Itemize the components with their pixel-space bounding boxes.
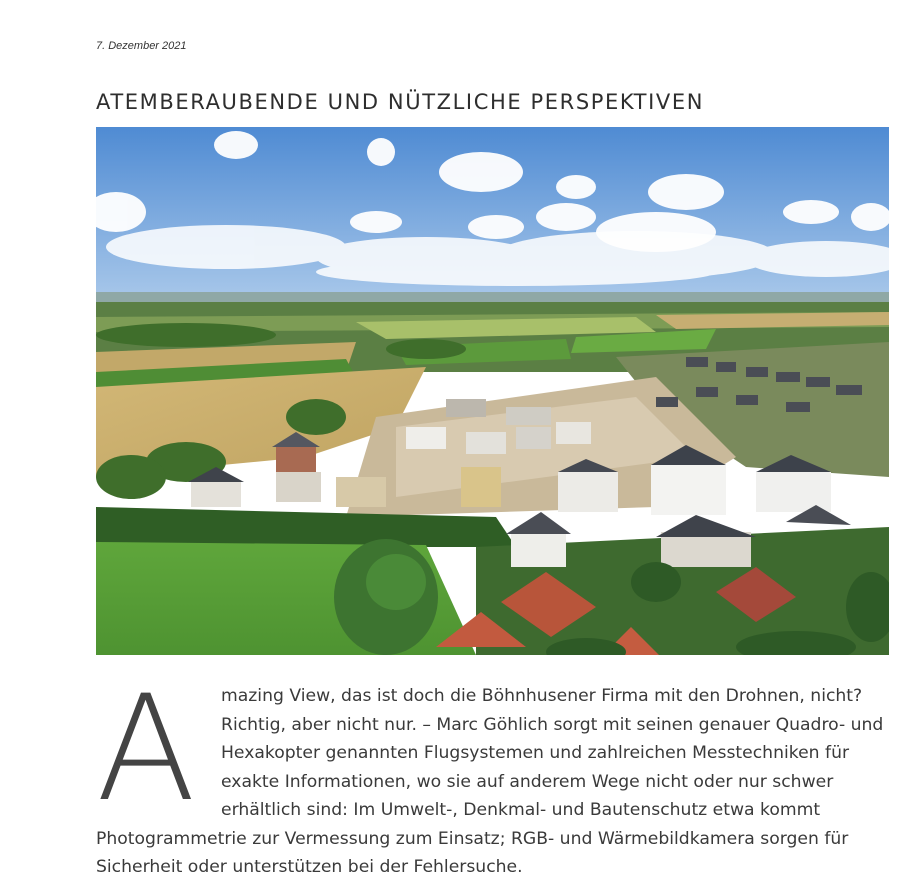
article-paragraph: mazing View, das ist doch die Böhnhusener Firma mit den Drohnen, nicht? Richtig, aber nicht nur. – Marc Göhlich sorgt mit seinen genauer Quadro- und Hexakopter genannten Flugsystemen und zahlreichen Messtechniken für exakte Informationen, wo sie auf anderem Wege nicht oder nur schwer erhältlich sind: Im Umwelt-, Denkmal- und Bautenschutz etwa kommt Photogrammetrie zur Vermessung zum Einsatz; RGB- und Wärmebildkamera sorgen für Sicherheit oder unterstützen bei der Fehlersuche. <box>96 686 884 877</box>
article-body <box>96 664 896 882</box>
post-date: 7. Dezember 2021 <box>96 40 187 52</box>
drop-cap: A <box>96 664 196 834</box>
hero-image <box>96 127 889 655</box>
post-title: ATEMBERAUBENDE UND NÜTZLICHE PERSPEKTIVEN <box>96 90 705 114</box>
aerial-photo <box>96 127 889 655</box>
